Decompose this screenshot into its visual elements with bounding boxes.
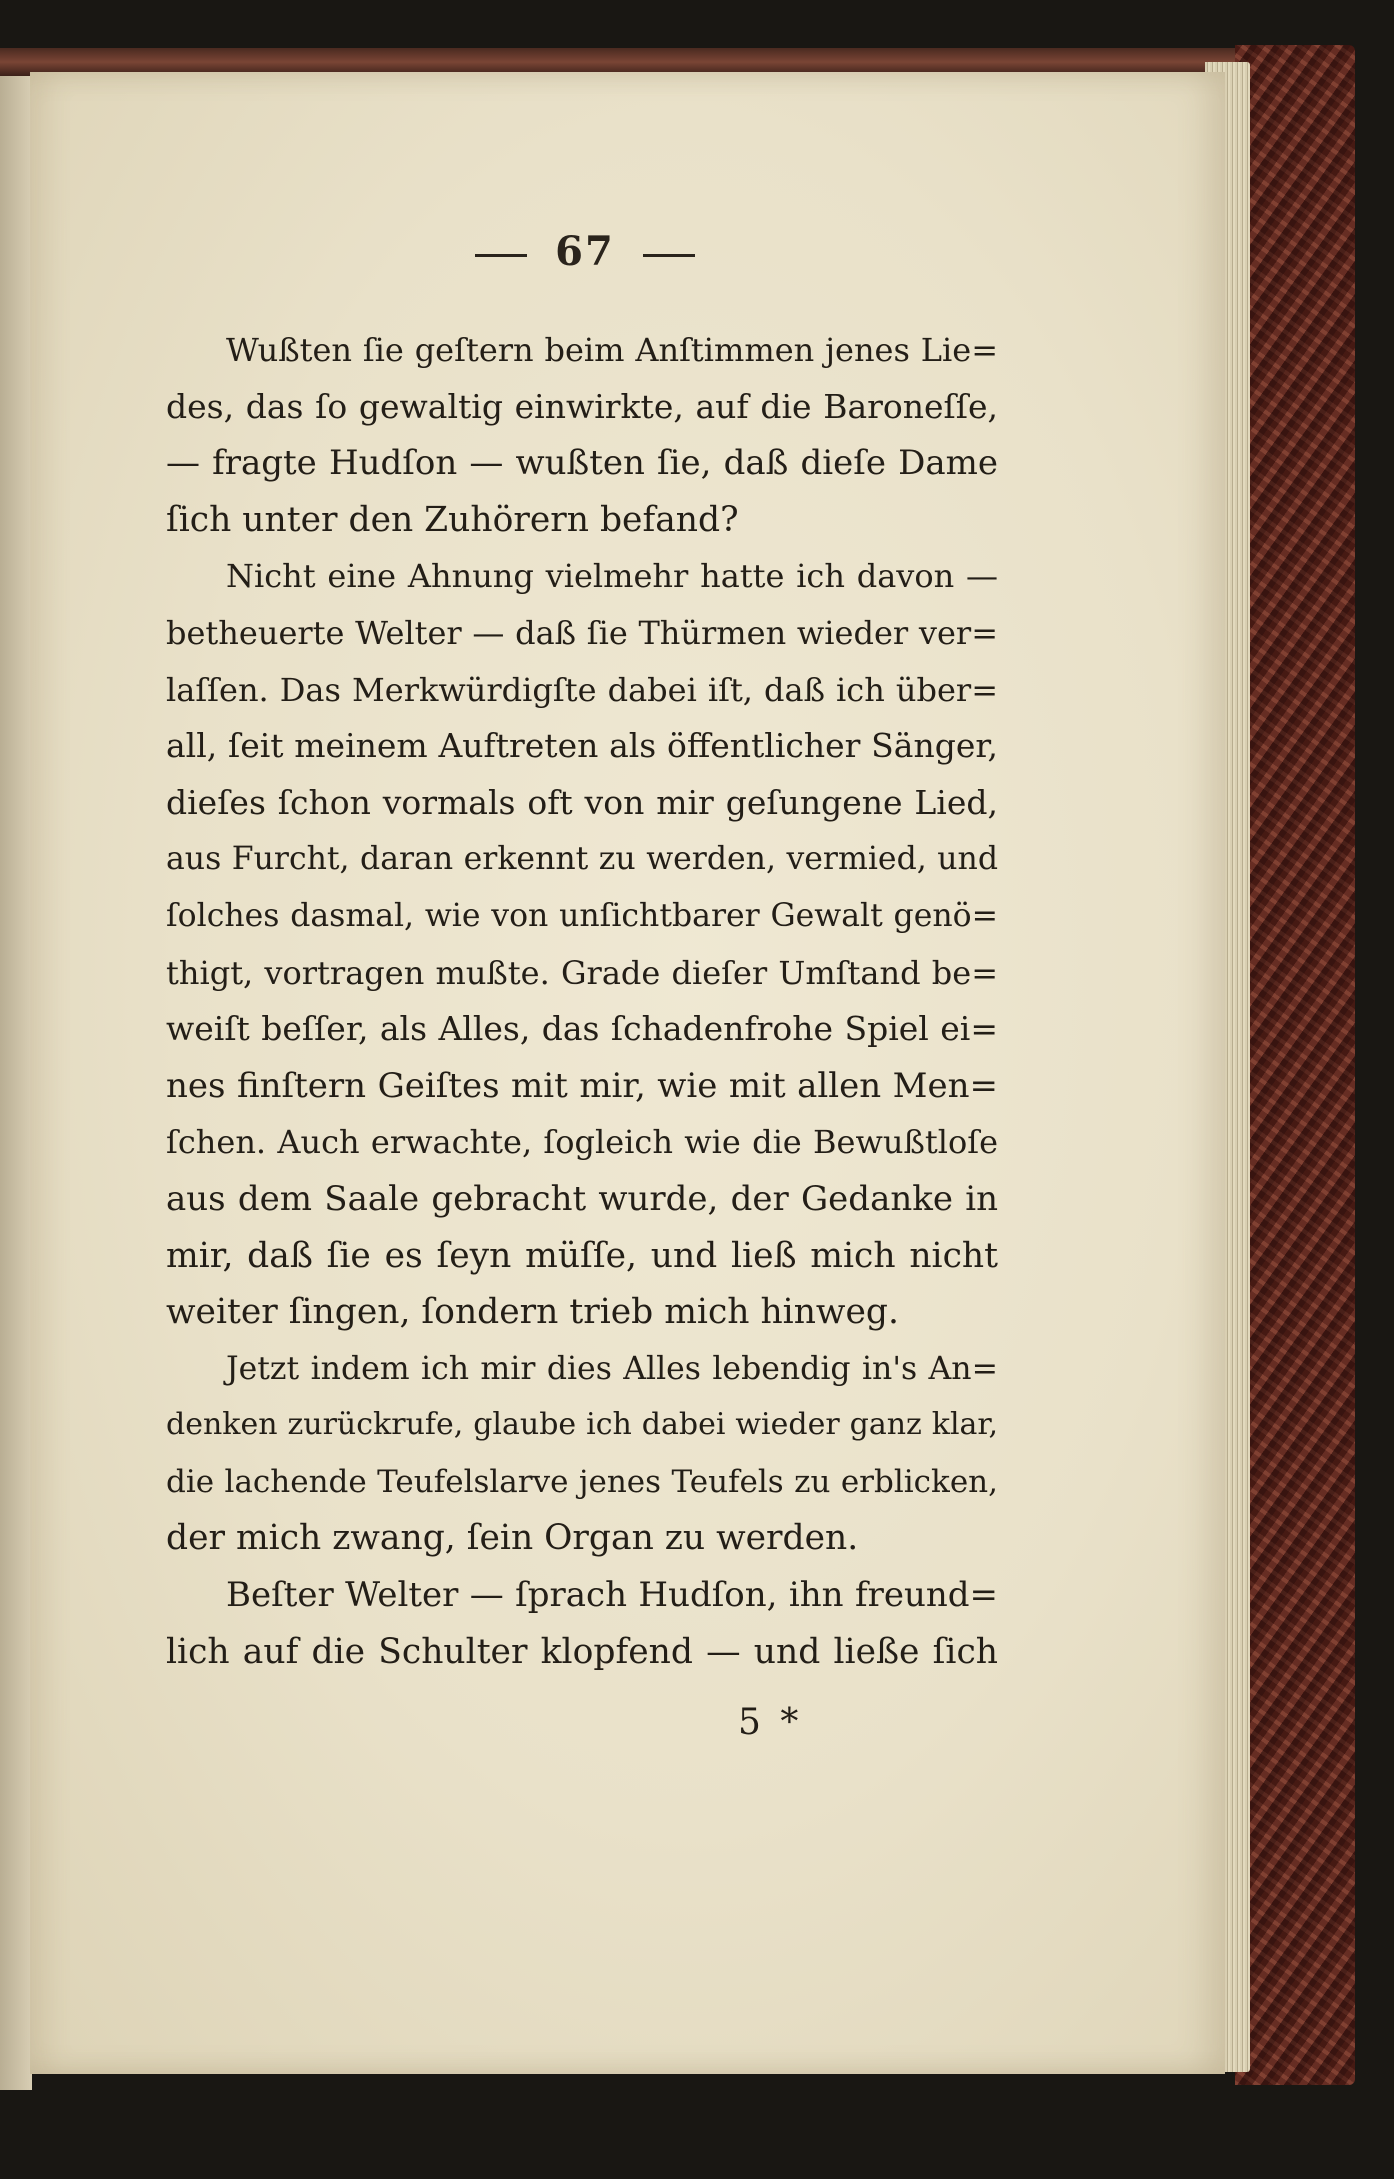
text-line: aus dem Saale gebracht wurde, der Gedanke in: [166, 1178, 998, 1219]
text-line: des, das ſo gewaltig einwirkte, auf die Baroneſſe,: [166, 386, 998, 426]
text-line: mir, daß ſie es ſeyn müſſe, und ließ mich nicht: [166, 1235, 998, 1276]
text-line: — fragte Hudſon — wußten ſie, daß dieſe Dame: [166, 443, 998, 484]
text-line: ſich unter den Zuhörern befand?: [166, 499, 739, 540]
previous-page-edge: [0, 70, 32, 2090]
text-line: betheuerte Welter — daß ſie Thürmen wieder ver=: [166, 613, 998, 652]
text-line: der mich zwang, ſein Organ zu werden.: [166, 1518, 859, 1559]
text-line: ſolches dasmal, wie von unſichtbarer Gewalt genö=: [166, 897, 998, 934]
text-line: thigt, vortragen mußte. Grade dieſer Umſtand be=: [166, 953, 998, 992]
text-line: dieſes ſchon vormals oft von mir geſungene Lied,: [166, 782, 998, 822]
text-line: laſſen. Das Merkwürdigſte dabei iſt, daß ich über=: [166, 670, 998, 709]
text-line: Beſter Welter — ſprach Hudſon, ihn freund=: [226, 1575, 998, 1616]
text-line: lich auf die Schulter klopfend — und ließe ſich: [166, 1631, 998, 1672]
header-dash-right: [643, 254, 695, 257]
text-line: weiter ſingen, ſondern trieb mich hinweg.: [166, 1292, 899, 1333]
header-dash-left: [475, 254, 527, 257]
text-line: weiſt beſſer, als Alles, das ſchadenfrohe Spiel ei=: [166, 1009, 998, 1049]
signature-mark: 5 *: [738, 1702, 803, 1743]
text-line: Jetzt indem ich mir dies Alles lebendig in's An=: [226, 1350, 998, 1387]
text-line: Nicht eine Ahnung vielmehr hatte ich davon —: [226, 557, 998, 596]
text-line: denken zurückrufe, glaube ich dabei wieder ganz klar,: [166, 1407, 998, 1443]
marbled-cover: [1235, 45, 1355, 2085]
text-line: nes finſtern Geiſtes mit mir, wie mit allen Men=: [166, 1065, 998, 1106]
text-line: die lachende Teufelslarve jenes Teufels zu erblicken,: [166, 1463, 998, 1500]
text-line: Wußten ſie geſtern beim Anſtimmen jenes Lie=: [226, 331, 998, 369]
text-line: aus Furcht, daran erkennt zu werden, vermied, und: [166, 841, 998, 878]
text-line: ſchen. Auch erwachte, ſogleich wie die Bewußtloſe: [166, 1123, 998, 1162]
body-text: [166, 322, 998, 1680]
page-number: 67: [555, 228, 615, 275]
text-line: all, ſeit meinem Auftreten als öffentlicher Sänger,: [166, 726, 998, 766]
page-header: [440, 228, 730, 275]
